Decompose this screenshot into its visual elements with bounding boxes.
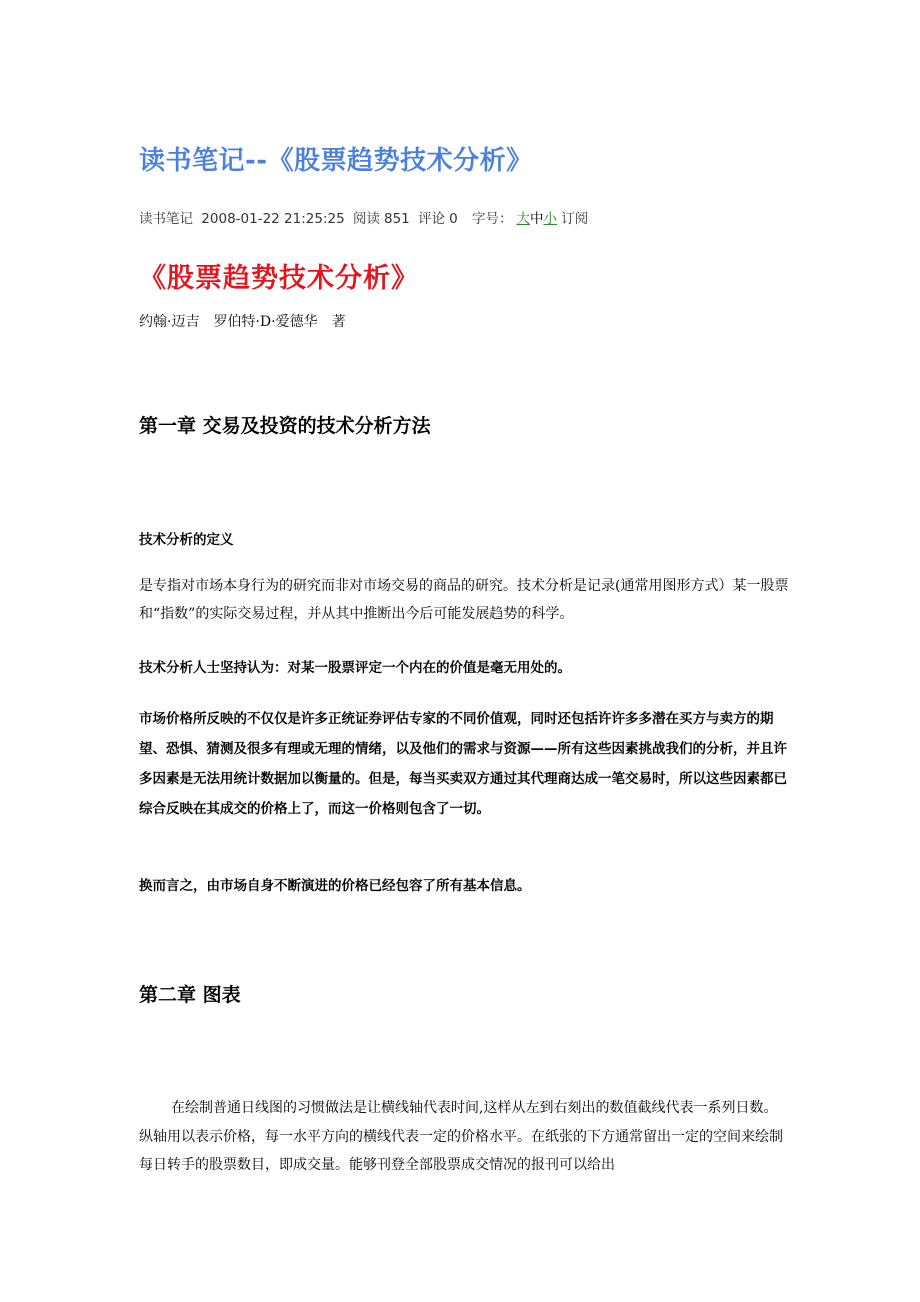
book-authors: 约翰·迈吉 罗伯特·D·爱德华 著 — [139, 314, 346, 330]
technical-view-paragraph: 技术分析人士坚持认为：对某一股票评定一个内在的价值是毫无用处的。 — [139, 660, 571, 676]
post-meta — [139, 207, 592, 227]
chapter-2-title: 第二章 图表 — [139, 984, 241, 1006]
market-price-paragraph: 市场价格所反映的不仅仅是许多正统证券评估专家的不同价值观，同时还包括许许多多潜在买方与卖方的期望、恐惧、猜测及很多有理或无理的情绪，以及他们的需求与资源——所有这些因素挑战我们的分析，并且许多因素是无法用统计数据加以衡量的。但是，每当买卖双方通过其代理商达成一笔交易时，所以这些因素都已综合反映在其成交的价格上了，而这一价格则包含了一切。 — [139, 711, 787, 817]
comment-count: 0 — [449, 211, 458, 227]
chart-intro-paragraph: 在绘制普通日线图的习惯做法是让横线轴代表时间,这样从左到右刻出的数值截线代表一系列日数。纵轴用以表示价格，每一水平方向的横线代表一定的价格水平。在纸张的下方通常留出一定的空间来绘制每日转手的股票数目，即成交量。能够刊登全部股票成交情况的报刊可以给出 — [139, 1100, 783, 1173]
read-label: 阅读 — [352, 211, 380, 227]
post-datetime: 2008-01-22 21:25:25 — [201, 211, 345, 227]
comment-label: 评论 — [418, 211, 446, 227]
book-title: 《股票趋势技术分析》 — [139, 263, 419, 294]
summary-paragraph: 换而言之，由市场自身不断演进的价格已经包容了所有基本信息。 — [139, 878, 531, 894]
definition-heading: 技术分析的定义 — [139, 532, 234, 548]
read-count: 851 — [383, 211, 410, 227]
post-title: 读书笔记--《股票趋势技术分析》 — [139, 146, 533, 176]
font-size-medium-option[interactable]: 中 — [529, 211, 544, 227]
font-size-label: 字号： — [471, 211, 513, 227]
subscribe-link[interactable]: 订阅 — [561, 211, 589, 227]
font-size-small-link[interactable]: 小 — [543, 211, 557, 227]
definition-paragraph: 是专指对市场本身行为的研究而非对市场交易的商品的研究。技术分析是记录(通常用图形方式）某一股票和“指数”的实际交易过程，并从其中推断出今后可能发展趋势的科学。 — [139, 578, 789, 622]
chapter-1-title: 第一章 交易及投资的技术分析方法 — [139, 415, 431, 437]
font-size-large-link[interactable]: 大 — [516, 211, 530, 227]
post-category: 读书笔记 — [139, 211, 193, 227]
